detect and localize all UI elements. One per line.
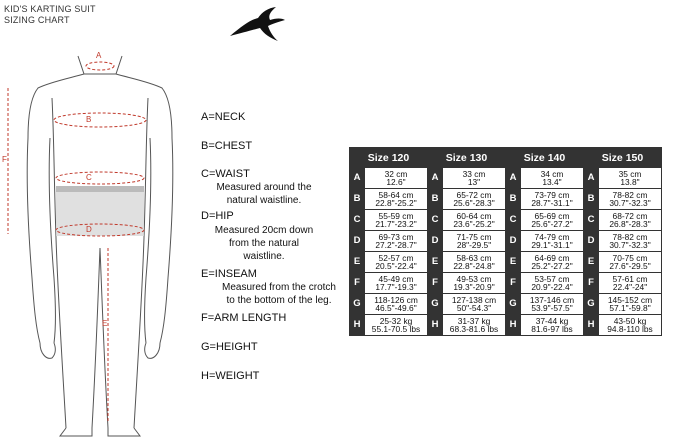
cell-metric: 71-75 cm (456, 231, 492, 242)
row-letter: G (506, 294, 521, 315)
cell-metric: 55-59 cm (378, 210, 414, 221)
cell-metric: 32 cm (384, 168, 408, 179)
table-row (350, 252, 662, 273)
cell-metric: 145-152 cm (607, 294, 653, 305)
table-cell (365, 231, 428, 252)
row-letter: C (350, 210, 365, 231)
label-c: C (86, 173, 92, 182)
table-cell (365, 168, 428, 189)
legend-waist-desc (214, 181, 314, 207)
cell-imperial: 30.7"-32.3" (609, 240, 651, 250)
size-header: Size 130 (428, 148, 506, 168)
row-letter: C (584, 210, 599, 231)
table-cell (521, 168, 584, 189)
legend-waist-desc-2: natural waistline. (226, 195, 302, 206)
legend-height: G=HEIGHT (201, 341, 258, 353)
row-letter: H (506, 315, 521, 336)
cell-imperial: 94.8-110 lbs (607, 324, 653, 334)
body-diagram (0, 38, 200, 441)
table-cell (365, 294, 428, 315)
cell-metric: 45-49 cm (378, 273, 414, 284)
legend-inseam-desc-2: to the bottom of the leg. (226, 295, 332, 306)
size-header: Size 150 (584, 148, 662, 168)
row-letter: B (584, 189, 599, 210)
label-b: B (86, 115, 92, 124)
row-letter: E (506, 252, 521, 273)
cell-metric: 25-32 kg (379, 315, 413, 326)
cell-metric: 64-69 cm (534, 252, 570, 263)
table-cell (443, 294, 506, 315)
cell-metric: 73-79 cm (534, 189, 570, 200)
row-letter: A (350, 168, 365, 189)
cell-imperial: 27.6"-29.5" (609, 261, 651, 271)
cell-imperial: 30.7"-32.3" (609, 198, 651, 208)
table-cell (521, 210, 584, 231)
row-letter: F (584, 273, 599, 294)
row-letter: H (350, 315, 365, 336)
cell-metric: 53-57 cm (534, 273, 570, 284)
table-cell (599, 252, 662, 273)
legend-hip-desc (214, 224, 314, 263)
title-line-2: SIZING CHART (4, 15, 70, 25)
alpinestars-star-icon (228, 6, 286, 42)
row-letter: G (428, 294, 443, 315)
legend-waist-desc-1: Measured around the (216, 182, 312, 193)
table-cell (599, 210, 662, 231)
row-letter: B (428, 189, 443, 210)
cell-metric: 33 cm (462, 168, 486, 179)
row-letter: G (584, 294, 599, 315)
cell-imperial: 68.3-81.6 lbs (449, 324, 499, 334)
legend-chest: B=CHEST (201, 140, 253, 152)
cell-imperial: 17.7"-19.3" (375, 282, 417, 292)
cell-imperial: 21.7"-23.2" (375, 219, 417, 229)
legend-inseam-desc (214, 281, 344, 307)
table-cell (521, 231, 584, 252)
cell-imperial: 50"-54.3" (456, 303, 492, 313)
table-cell (365, 273, 428, 294)
cell-imperial: 29.1"-31.1" (531, 240, 573, 250)
title-line-1: KID'S KARTING SUIT (4, 4, 96, 14)
row-letter: F (428, 273, 443, 294)
table-row (350, 189, 662, 210)
cell-metric: 37-44 kg (535, 315, 569, 326)
table-cell (521, 252, 584, 273)
table-cell (365, 210, 428, 231)
cell-metric: 65-72 cm (456, 189, 492, 200)
legend-arm-length: F=ARM LENGTH (201, 312, 287, 324)
table-cell (599, 315, 662, 336)
row-letter: C (428, 210, 443, 231)
size-header: Size 120 (350, 148, 428, 168)
row-letter: B (350, 189, 365, 210)
label-a: A (96, 51, 102, 60)
cell-imperial: 81.6-97 lbs (531, 324, 573, 334)
row-letter: B (506, 189, 521, 210)
size-header-row (350, 148, 662, 168)
table-cell (599, 294, 662, 315)
legend-inseam-desc-1: Measured from the crotch (222, 282, 336, 293)
cell-metric: 49-53 cm (456, 273, 492, 284)
cell-metric: 58-63 cm (456, 252, 492, 263)
cell-imperial: 57.1"-59.8" (609, 303, 651, 313)
label-f: F (2, 155, 7, 164)
table-cell (599, 189, 662, 210)
cell-imperial: 12.6" (386, 177, 406, 187)
table-cell (599, 168, 662, 189)
size-header: Size 140 (506, 148, 584, 168)
cell-imperial: 20.5"-22.4" (375, 261, 417, 271)
chart-title (4, 4, 96, 26)
legend-weight: H=WEIGHT (201, 370, 260, 382)
legend-hip-desc-2: from the natural (228, 238, 300, 249)
row-letter: F (506, 273, 521, 294)
legend-hip: D=HIP (201, 210, 234, 222)
table-cell (365, 189, 428, 210)
cell-metric: 60-64 cm (456, 210, 492, 221)
row-letter: D (506, 231, 521, 252)
row-letter: H (584, 315, 599, 336)
legend-inseam: E=INSEAM (201, 268, 257, 280)
cell-imperial: 27.2"-28.7" (375, 240, 417, 250)
cell-imperial: 25.6"-28.3" (453, 198, 495, 208)
table-row (350, 294, 662, 315)
legend-neck: A=NECK (201, 111, 246, 123)
row-letter: G (350, 294, 365, 315)
table-row (350, 273, 662, 294)
row-letter: D (350, 231, 365, 252)
table-cell (443, 210, 506, 231)
table-cell (443, 252, 506, 273)
cell-imperial: 53.9"-57.5" (531, 303, 573, 313)
cell-metric: 31-37 kg (457, 315, 491, 326)
table-row (350, 315, 662, 336)
table-row (350, 231, 662, 252)
row-letter: A (428, 168, 443, 189)
table-cell (365, 252, 428, 273)
table-cell (599, 231, 662, 252)
cell-imperial: 26.8"-28.3" (609, 219, 651, 229)
cell-imperial: 19.3"-20.9" (453, 282, 495, 292)
row-letter: E (584, 252, 599, 273)
cell-imperial: 23.6"-25.2" (453, 219, 495, 229)
cell-imperial: 13.4" (542, 177, 562, 187)
cell-metric: 78-82 cm (612, 189, 648, 200)
cell-imperial: 25.6"-27.2" (531, 219, 573, 229)
cell-metric: 35 cm (618, 168, 642, 179)
cell-metric: 57-61 cm (612, 273, 648, 284)
table-cell (521, 315, 584, 336)
cell-metric: 34 cm (540, 168, 564, 179)
cell-imperial: 22.8"-25.2" (375, 198, 417, 208)
table-cell (443, 189, 506, 210)
cell-imperial: 55.1-70.5 lbs (371, 324, 421, 334)
cell-metric: 58-64 cm (378, 189, 414, 200)
cell-metric: 43-50 kg (613, 315, 647, 326)
table-cell (443, 168, 506, 189)
cell-imperial: 46.5"-49.6" (375, 303, 417, 313)
row-letter: D (584, 231, 599, 252)
cell-imperial: 13.8" (620, 177, 640, 187)
row-letter: A (506, 168, 521, 189)
table-row (350, 210, 662, 231)
cell-metric: 69-73 cm (378, 231, 414, 242)
cell-imperial: 28"-29.5" (456, 240, 492, 250)
row-letter: D (428, 231, 443, 252)
cell-imperial: 20.9"-22.4" (531, 282, 573, 292)
cell-metric: 78-82 cm (612, 231, 648, 242)
table-cell (365, 315, 428, 336)
table-cell (521, 294, 584, 315)
legend-waist: C=WAIST (201, 168, 250, 180)
cell-imperial: 22.8"-24.8" (453, 261, 495, 271)
row-letter: H (428, 315, 443, 336)
cell-metric: 70-75 cm (612, 252, 648, 263)
cell-imperial: 22.4"-24" (612, 282, 648, 292)
size-table (349, 147, 662, 336)
cell-imperial: 13" (467, 177, 481, 187)
table-cell (521, 273, 584, 294)
table-cell (599, 273, 662, 294)
cell-metric: 74-79 cm (534, 231, 570, 242)
label-e: E (102, 319, 108, 328)
table-cell (443, 315, 506, 336)
table-cell (521, 189, 584, 210)
cell-metric: 52-57 cm (378, 252, 414, 263)
table-cell (443, 231, 506, 252)
cell-metric: 68-72 cm (612, 210, 648, 221)
cell-metric: 137-146 cm (529, 294, 575, 305)
table-cell (443, 273, 506, 294)
cell-metric: 118-126 cm (374, 294, 418, 305)
table-row (350, 168, 662, 189)
legend-hip-desc-3: waistline. (243, 251, 285, 262)
cell-metric: 127-138 cm (451, 294, 497, 305)
row-letter: C (506, 210, 521, 231)
cell-imperial: 25.2"-27.2" (531, 261, 573, 271)
cell-imperial: 28.7"-31.1" (531, 198, 573, 208)
row-letter: E (428, 252, 443, 273)
row-letter: E (350, 252, 365, 273)
legend-hip-desc-1: Measured 20cm down (214, 225, 314, 236)
label-d: D (86, 225, 92, 234)
row-letter: F (350, 273, 365, 294)
row-letter: A (584, 168, 599, 189)
cell-metric: 65-69 cm (534, 210, 570, 221)
